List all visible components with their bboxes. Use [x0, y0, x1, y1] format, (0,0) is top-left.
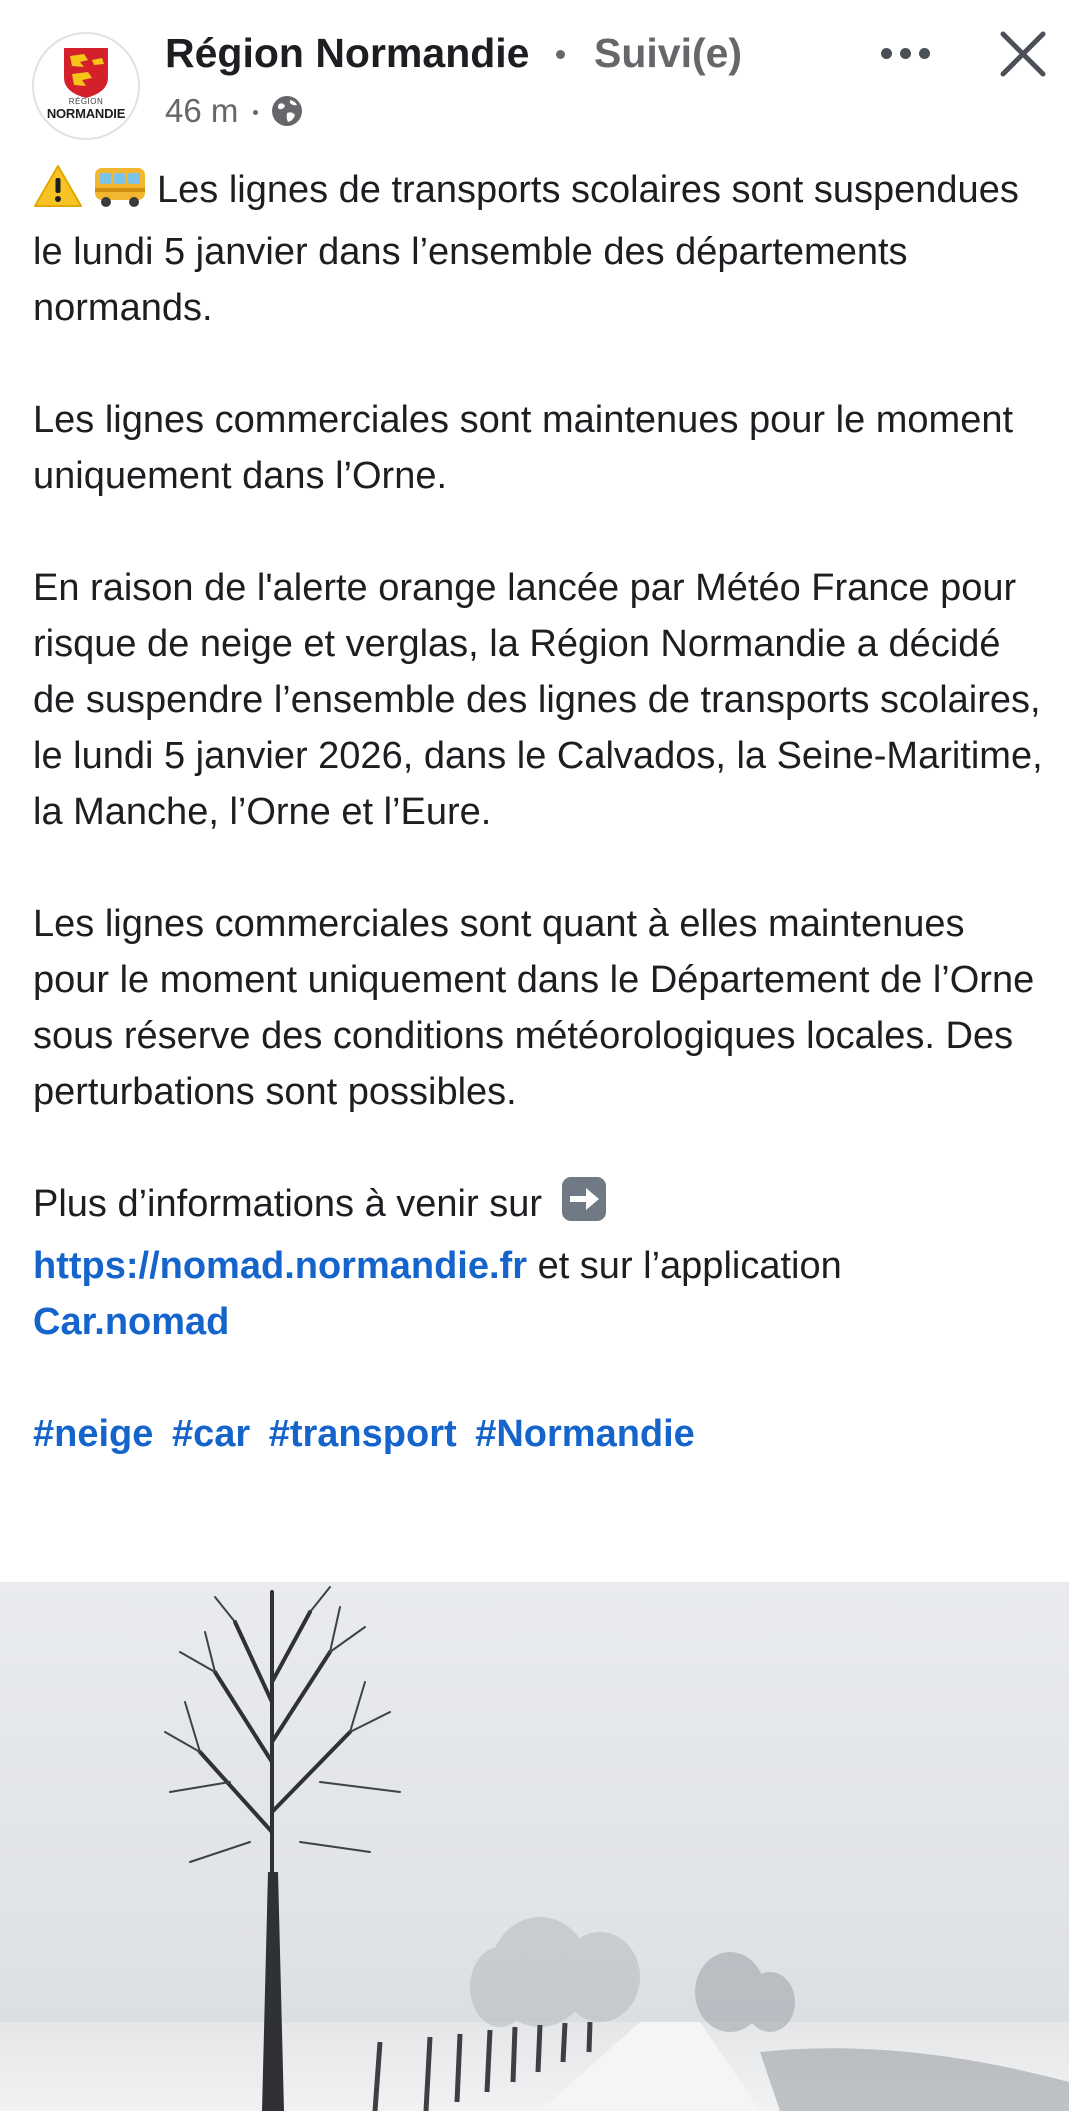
- paragraph-1: [33, 162, 1043, 336]
- region-normandie-logo: [34, 34, 138, 138]
- follow-status[interactable]: Suivi(e): [594, 30, 743, 76]
- page-name[interactable]: Région Normandie: [165, 30, 530, 76]
- hashtag-car[interactable]: #car: [171, 1413, 251, 1455]
- car-nomad-link[interactable]: Car.nomad: [33, 1301, 230, 1343]
- more-options-button[interactable]: [870, 30, 940, 76]
- hashtag-neige[interactable]: #neige: [33, 1413, 154, 1455]
- app-text: et sur l’application: [537, 1245, 842, 1287]
- close-icon: [995, 26, 1051, 82]
- close-button[interactable]: [995, 26, 1051, 82]
- avatar-caption: NORMANDIE: [46, 106, 126, 121]
- right-arrow-emoji-icon: [561, 1176, 607, 1238]
- globe-icon[interactable]: [270, 94, 304, 128]
- paragraph-4: Les lignes commerciales sont quant à elles maintenues pour le moment uniquement dans le Département de l’Orne sous réserve des conditions météorologiques locales. Des perturbations sont possibles.: [33, 903, 1035, 1113]
- avatar-caption-small: RÉGION: [68, 97, 104, 106]
- meta-separator-dot: [253, 110, 258, 115]
- paragraph-3: En raison de l'alerte orange lancée par Météo France pour risque de neige et verglas, la Région Normandie a décidé de suspendre l’ensemble des lignes de transports scolaires, le lundi 5 janvier 2026, dans le Calvados, la Seine-Maritime, la Manche, l’Orne et l’Eure.: [33, 567, 1043, 833]
- post-header: [0, 0, 1069, 150]
- hashtag-transport[interactable]: #transport: [268, 1413, 457, 1455]
- separator-dot: [556, 50, 565, 59]
- hashtags: [33, 1406, 1043, 1462]
- post-text: [33, 162, 1043, 1462]
- paragraph-1-text: Les lignes de transports scolaires sont suspendues le lundi 5 janvier dans l’ensemble des départements normands.: [33, 169, 1019, 329]
- more-horizontal-icon: [881, 48, 892, 59]
- paragraph-5: [33, 1176, 1043, 1350]
- page-avatar[interactable]: [32, 32, 140, 140]
- paragraph-2: Les lignes commerciales sont maintenues pour le moment uniquement dans l’Orne.: [33, 399, 1014, 497]
- hashtag-normandie[interactable]: #Normandie: [475, 1413, 695, 1455]
- post-timestamp[interactable]: 46 m: [165, 92, 239, 129]
- more-info-text: Plus d’informations à venir sur: [33, 1183, 542, 1225]
- post-photo[interactable]: [0, 1582, 1069, 2111]
- nomad-website-link[interactable]: https://nomad.normandie.fr: [33, 1245, 527, 1287]
- warning-emoji-icon: [33, 164, 83, 224]
- bus-emoji-icon: [93, 164, 147, 224]
- snowy-landscape-image: [0, 1582, 1069, 2111]
